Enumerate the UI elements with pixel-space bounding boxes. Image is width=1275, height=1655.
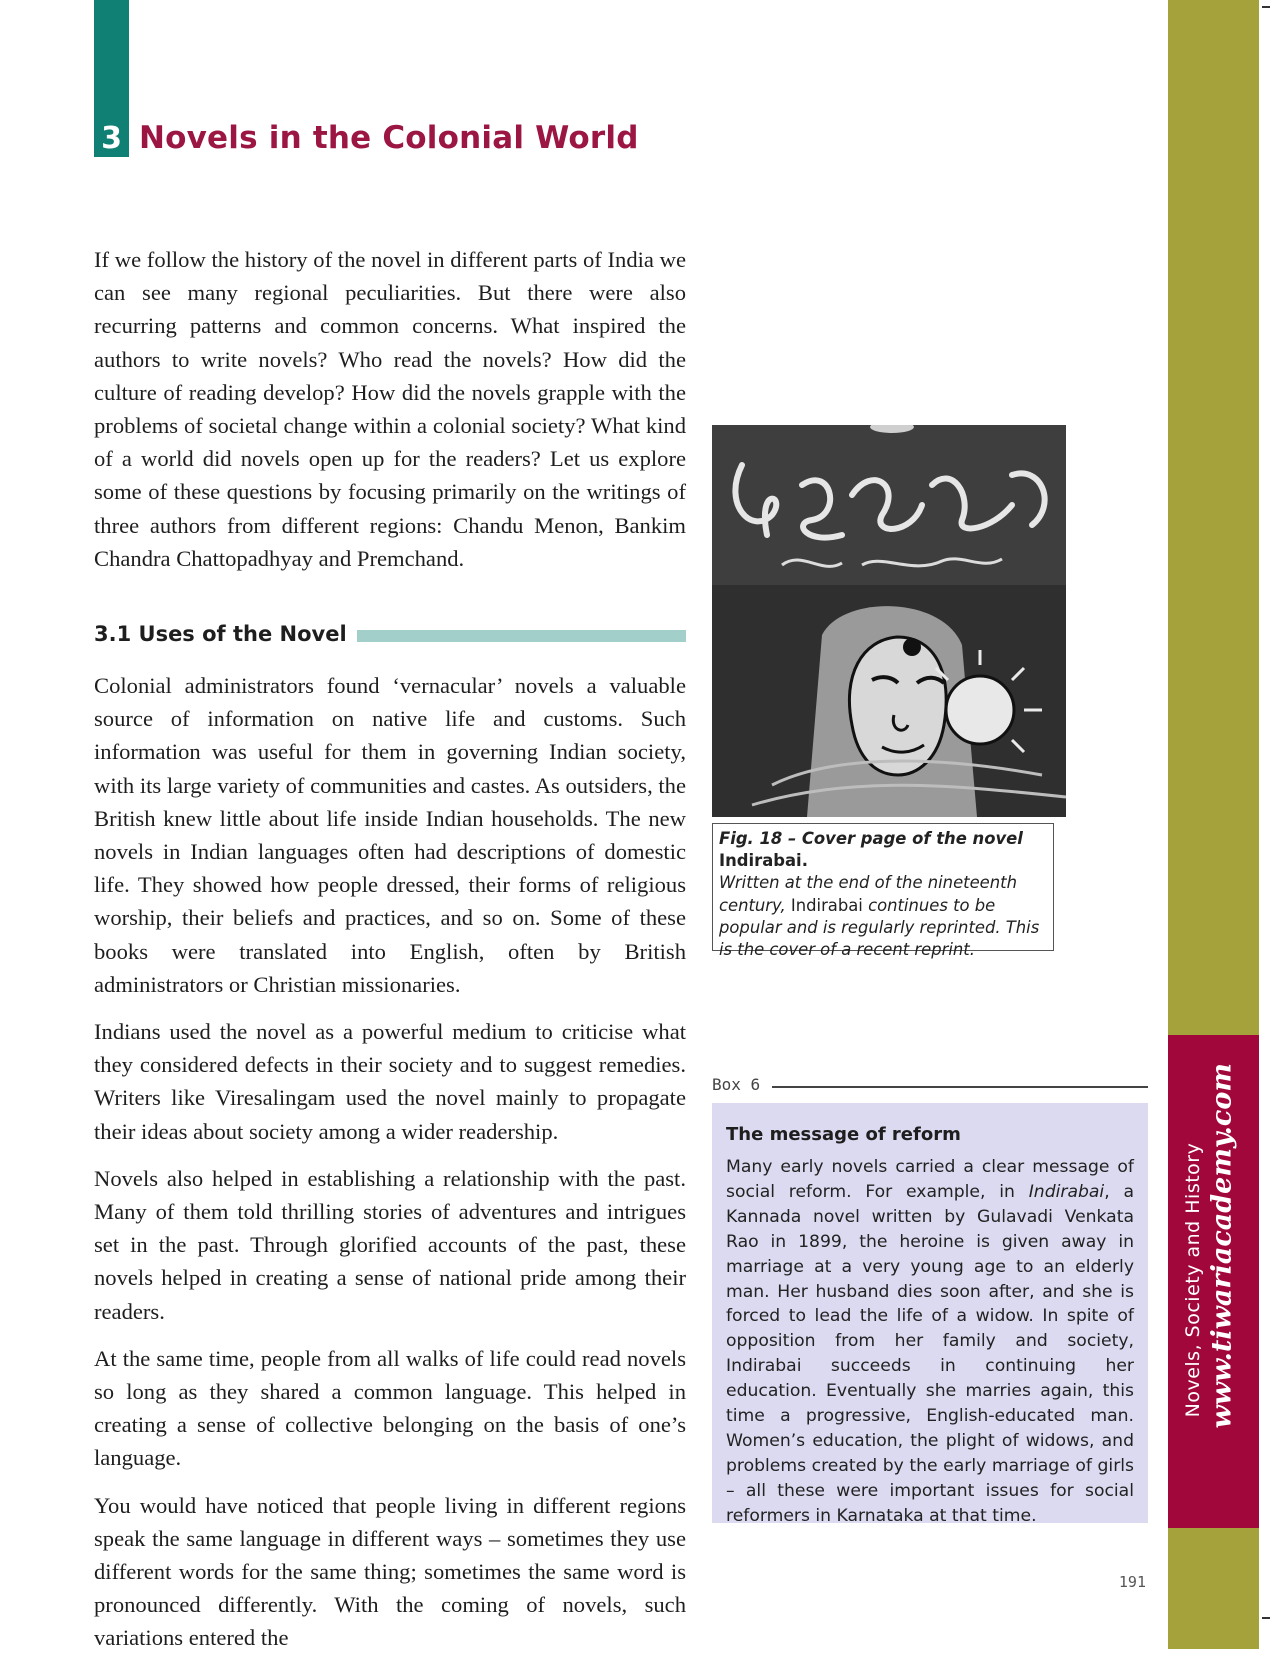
figure-caption-name: Indirabai bbox=[790, 895, 863, 915]
body-paragraph: Colonial administrators found ‘vernacular’ novels a valuable source of information on native life and customs. Such information was useful for them in governing Indian society, with its large variety of communities and castes. As outsiders, the British knew little about life inside Indian households. The new novels in Indian languages often had descriptions of domestic life. They showed how people dressed, their forms of religious worship, their beliefs and practices, and so on. Some of these books were translated into English, often by British administrators or Christian missionaries. bbox=[94, 673, 686, 997]
sidebar-book-title: Novels, Society and History bbox=[1182, 1142, 1204, 1418]
crop-mark bbox=[1262, 6, 1270, 8]
body-paragraph: At the same time, people from all walks of life could read novels so long as they shared a common language. This helped in creating a sense of collective belonging on the basis of one’s language. bbox=[94, 1345, 686, 1471]
section-heading-text: 3.1 Uses of the Novel bbox=[94, 622, 347, 646]
cover-illustration bbox=[712, 425, 1066, 817]
figure-name: Indirabai bbox=[719, 851, 802, 871]
section-heading-rule bbox=[357, 630, 686, 642]
figure-caption-text-b: continues to be popular and is regularly reprinted. This is the cover of a recent reprint. bbox=[719, 895, 1040, 960]
intro-section bbox=[94, 243, 686, 575]
figure-caption bbox=[712, 823, 1054, 960]
crop-mark bbox=[1262, 1617, 1270, 1619]
box-label bbox=[712, 1075, 1148, 1094]
sidebar-watermark: www.tiwariacademy.com bbox=[1206, 1063, 1238, 1429]
page-number: 191 bbox=[1118, 1573, 1146, 1591]
chapter-title bbox=[94, 118, 639, 158]
sidebar-text-area bbox=[1168, 1035, 1259, 1528]
body-paragraph: You would have noticed that people living in different regions speak the same language in different ways – sometimes they use different words for the same thing; sometimes the same word is pronounced differently. With the coming of novels, such variations entered the bbox=[94, 1492, 686, 1651]
reform-text-b: , a Kannada novel written by Gulavadi Venkata Rao in 1899, the heroine is given away in marriage at a very young age to an elderly man. Her husband dies soon after, and she is forced to lead the life of a widow. In spite of opposition from her family and society, Indirabai succeeds in continuing her education. Eventually she marries again, this time a progressive, English-educated man. Women’s education, the plight of widows, and problems created by the early marriage of girls – all these were important issues for social reformers in Karnataka at that time. bbox=[726, 1181, 1134, 1526]
section-heading bbox=[94, 622, 686, 646]
novel-cover-image bbox=[712, 425, 1066, 817]
box-label-rule bbox=[772, 1086, 1148, 1088]
chapter-number: 3 bbox=[101, 120, 122, 156]
reform-text-a: Many early novels carried a clear message of social reform. For example, in bbox=[726, 1157, 1134, 1202]
body-paragraph: Novels also helped in establishing a relationship with the past. Many of them told thrilling stories of adventures and intrigues set in the past. Through glorified accounts of the past, these novels helped in creating a sense of national pride among their readers. bbox=[94, 1165, 686, 1324]
section-body bbox=[94, 669, 686, 1655]
reform-box-text bbox=[726, 1155, 1134, 1529]
reform-text-italic: Indirabai bbox=[1028, 1181, 1105, 1202]
figure-label: Fig. 18 – Cover page of the novel bbox=[719, 829, 1023, 848]
figure-caption-text-a: Written at the end of the nineteenth century, bbox=[719, 873, 1017, 915]
reform-box bbox=[712, 1103, 1148, 1526]
body-paragraph: Indians used the novel as a powerful medium to criticise what they considered defects in their society and to suggest remedies. Writers like Viresalingam used the novel mainly to propagate their ideas about society among a wider readership. bbox=[94, 1019, 686, 1144]
chapter-title-text: Novels in the Colonial World bbox=[139, 120, 639, 156]
figure-name-dot: . bbox=[801, 851, 808, 871]
box-label-text: Box 6 bbox=[712, 1075, 761, 1094]
reform-box-title: The message of reform bbox=[726, 1124, 961, 1145]
intro-paragraph: If we follow the history of the novel in different parts of India we can see many regional peculiarities. But there were also recurring patterns and common concerns. What inspired the authors to write novels? Who read the novels? How did the culture of reading develop? How did the novels grapple with the problems of societal change within a colonial society? What kind of a world did novels open up for the readers? Let us explore some of these questions by focusing primarily on the writings of three authors from different regions: Chandu Menon, Bankim Chandra Chattopadhyay and Premchand. bbox=[94, 247, 686, 571]
